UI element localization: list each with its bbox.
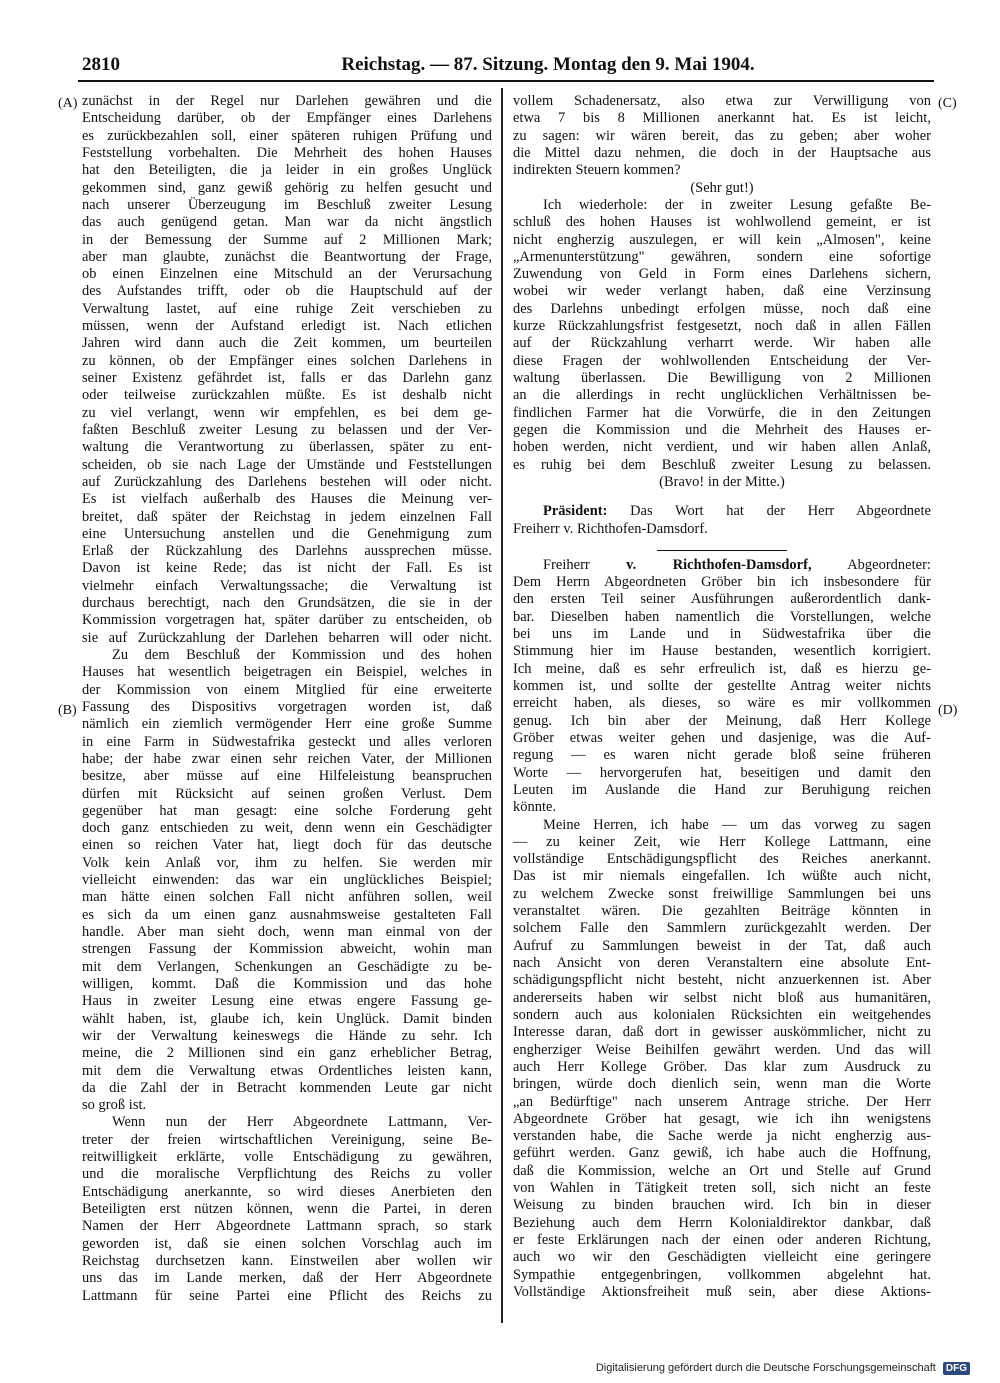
text-line: Abgeordnete Gröber hat gesagt, wie ich ihn wenigstens [513,1110,931,1127]
text-line: gekommen sind, ganz gewiß gehörig zu helfen gesucht und [82,179,492,196]
text-line: genug. Ich bin aber der Meinung, daß Herr Kollege [513,712,931,729]
text-line: sie auf Zurückzahlung der Darlehen beharren will oder nicht. [82,629,492,646]
text-line: Sympathie entgegenbringen, vollkommen abgelehnt hat. [513,1266,931,1283]
text-line: uns das im Lande merken, daß der Herr Abgeordnete [82,1270,492,1287]
text-line: — zu keiner Zeit, wie Herr Kollege Lattmann, eine [513,833,931,850]
text-line: vollständige Entschädigungspflicht des Reiches anerkannt. [513,851,931,868]
text-line: habe; der habe zwar einen sehr reichen Vater, der Millionen [82,750,492,767]
text-line: daß die Kommission, welche an Ort und Stelle auf Grund [513,1162,931,1179]
text-line: verstanden habe, die Sache werde ja nicht engherzig aus- [513,1128,931,1145]
text-line: Fassung des Dispositivs vorgetragen worden ist, daß [82,698,492,715]
margin-mark-b: (B) [58,703,77,718]
text-line: ob einen Einzelnen eine Mitschuld an der Verursachung [82,266,492,283]
text-line: Erlaß der Rückzahlung des Darlehns aussprechen müsse. [82,543,492,560]
speaker-line [513,557,931,574]
text-line: auch Herr Kollege Gröber. Das klar zum Ausdruck zu [513,1058,931,1075]
text-line: Zu dem Beschluß der Kommission und des hohen [112,647,492,663]
text-line: Worte — hervorgerufen hat, beseitigen und damit den [513,764,931,781]
text-line: des Aufstandes trifft, oder ob die Hauptschuld auf der [82,283,492,300]
text-line: mit dem die Verwaltung etwas Ordentliches leisten kann, [82,1062,492,1079]
text-line: des Darlehns unbedingt erfolgen müsse, noch daß eine [513,300,931,317]
page-header [78,50,934,82]
paragraph [513,817,931,1302]
text-line: nicht engherzig auszulegen, er will kein „Almosen", keine [513,231,931,248]
left-column [82,93,492,1318]
text-line: das auch genügend getan. Man war da nicht ängstlich [82,214,492,231]
text-line: breitet, daß später der Reichstag in jedem einzelnen Fall [82,508,492,525]
text-line: gegen die Kommission und die Mehrheit des Hauses er- [513,421,931,438]
paragraph [513,197,931,474]
text-line: Leuten im Auslande die Hand zur Beruhigung reichen [513,781,931,798]
text-line: es ruhig bei dem Beschluß zweiter Lesung zu belassen. [513,456,931,473]
text-line: bei uns im Lande und in Südwestafrika über die [513,626,931,643]
text-line: vielmehr einfach Verwaltungssache; die Verwaltung ist [82,577,492,594]
text-line: es sich da um einen ganz ausnahmsweise gestalteten Fall [82,906,492,923]
text-line: geworden ist, daß sie einen solchen Vorschlag auch im [82,1235,492,1252]
margin-mark-a: (A) [58,96,78,111]
text-line: geführt werden. Ganz gewiß, ich habe auch die Hoffnung, [513,1145,931,1162]
text-line: diese Fragen der wohlwollenden Entscheidung der Ver- [513,352,931,369]
text-line: bar. Dieselben haben namentlich die Vorstellungen, welche [513,608,931,625]
text-line: meine, die 2 Millionen sind ein ganz erheblicher Betrag, [82,1045,492,1062]
text-line: Weisung zu binden brauchen wird. Ich bin in dieser [513,1197,931,1214]
text-line: müssen, wenn der Aufstand erledigt ist. Nach etlichen [82,318,492,335]
text-line: es zurückbezahlen soll, einer späteren ruhigen Prüfung und [82,127,492,144]
text-line: zu sagen: wir wären bereit, das zu geben; aber woher [513,127,931,144]
text-line: engherziger Weise Beihilfen gewährt werden. Und das will [513,1041,931,1058]
text-line: Stimmung hier im Hause bestanden, wesentlich korrigiert. [513,643,931,660]
text-line: eine Untersuchung anstellen und die Genehmigung zum [82,525,492,542]
speaker-title: Freiherr [543,556,590,573]
text-line: schluß des hohen Hauses ist wohlwollend gemeint, er ist [513,214,931,231]
text-line: strengen Fassung der Kommission abweicht, wohin man [82,941,492,958]
text-line: Feststellung vorbehalten. Die Mehrheit des hohen Hauses [82,144,492,161]
text-line: zu viel verlangt, wenn wir empfehlen, es bei dem ge- [82,404,492,421]
text-line: Es ist vielfach außerhalb des Hauses die Meinung ver- [82,491,492,508]
text-line: auf Zurückzahlung des Darlehens bestehen will oder nicht. [82,473,492,490]
text-line: zunächst in der Regel nur Darlehen gewähren und die [82,93,492,109]
text-line: nach unserer Überzeugung im Beschluß zweiter Lesung [82,196,492,213]
text-line: man hätte einen solchen Fall nicht anführen sollen, weil [82,889,492,906]
text-line: hat den Beteiligten, die ja leider in ein großes Unglück [82,162,492,179]
text-line: waltung die Verantwortung zu überlassen, später zu ent- [82,439,492,456]
text-line: treter der freien wirtschaftlichen Vereinigung, seine Be- [82,1131,492,1148]
text-line: findlichen Farmer hat die Vorwürfe, die in den Zeitungen [513,404,931,421]
text-line: Zuwendung von Geld in Form eines Darlehens sichern, [513,266,931,283]
column-divider [501,88,503,1323]
text-line: mit dem Verlangen, Schenkungen an Geschädigte zu be- [82,958,492,975]
speaker-name: v. Richthofen-Damsdorf, [626,556,812,573]
text-line: vollem Schadenersatz, also etwa zur Verwilligung von [513,93,931,109]
text-line: seiner Existenz gefährdet ist, falls er das Darlehn ganz [82,370,492,386]
text-line: er feste Erklärungen nach der einen oder anderen Richtung, [513,1232,931,1248]
text-line: Ich meine, daß es sehr erfreulich ist, daß es hierzu ge- [513,660,931,677]
text-line: Namen der Herr Abgeordnete Lattmann sprach, so stark [82,1218,492,1235]
text-line: dürfen mit Rücksicht auf seinen großen Verlust. Dem [82,785,492,802]
footer-text: Digitalisierung gefördert durch die Deutsche Forschungsgemeinschaft [595,1362,936,1374]
text-line: „Armenunterstützung" gewähren, sondern eine sofortige [513,248,931,265]
text-line: waltung überlassen. Die Bewilligung von 2 Millionen [513,370,931,386]
applause-note: (Sehr gut!) [690,179,754,196]
text-line: Das ist mir niemals eingefallen. Ich wüßte auch nicht, [513,868,931,885]
text-line: kurze Rückzahlungsfrist festgesetzt, noch daß in allen Fällen [513,318,931,335]
text-line: doch ganz entschieden zu weit, denn wenn ein Geschädigter [82,820,492,837]
text-line: oder teilweise zurückzahlen müßte. Es ist deshalb nicht [82,387,492,404]
text-line: veranstaltet wären. Die gezahlten Beiträge könnten in [513,903,931,920]
text-line: bringen, würde doch dienlich sein, wenn man die Worte [513,1076,931,1093]
text-line: Lattmann für seine Partei eine Pflicht des Reichs zu [82,1287,492,1304]
text-line: sondern auch aus kolonialen Rücksichten ein weitgehendes [513,1006,931,1023]
text-line: nämlich ein ziemlich vermögender Herr eine große Summe [82,716,492,733]
text-line: zu können, ob der Empfänger eines solchen Darlehens in [82,352,492,369]
text-line: erreicht haben, als dieses, so wäre es mir vollkommen [513,695,931,712]
text-line: kommen ist, und sollte der gestellte Antrag weiter nichts [513,678,931,694]
text-line: indirekten Steuern kommen? [513,162,681,179]
text-line: scheiden, ob sie nach Lage der Umstände und Feststellungen [82,456,492,473]
text-line: wir der Verwaltung keineswegs die Hände zu sehr. Ich [82,1027,492,1044]
text-line: gegenüber hat man gesagt: eine solche Forderung geht [82,802,492,819]
dfg-logo: DFG [943,1362,970,1375]
text-line: Meine Herren, ich habe — um das vorweg zu sagen [543,816,931,833]
applause-note: (Bravo! in der Mitte.) [659,473,785,490]
text-line: wählt haben, ist, glaube ich, kein Unglück. Damit binden [82,1010,492,1027]
text-line: Dem Herrn Abgeordneten Gröber bin ich insbesondere für [513,574,931,591]
text-line: etwa 7 bis 8 Millionen anerkannt hat. Es ist leicht, [513,110,931,127]
text-line: auch wo wir den Geschädigten vielleicht eine geringere [513,1249,931,1266]
margin-mark-d: (D) [938,703,958,718]
text-line: Verwaltung lastet, auf eine ruhige Zeit verschieben zu [82,300,492,317]
text-line: von Wahlen in Tätigkeit treten soll, sich nicht an feste [513,1180,931,1197]
text-line: auf der Rückzahlung verharrt werde. Wir haben alle [513,335,931,352]
text-line: Entscheidung darüber, ob der Empfänger eines Darlehens [82,110,492,127]
text-line: Hauses hat wesentlich beigetragen ein Beispiel, welches in [82,664,492,681]
text-line: Kommission vorgetragen hat, später darüber zu entscheiden, ob [82,612,492,629]
text-line: faßten Beschluß zweiter Lesung zu belassen und der Ver- [82,421,492,438]
text-line: Gröber etwas weiter gehen und dasjenige, was die Auf- [513,729,931,746]
text-line: Wenn nun der Herr Abgeordnete Lattmann, Ver- [112,1114,492,1131]
text-line: Haus in zweiter Lesung eine etwas engere Fassung ge- [82,993,492,1010]
section-rule [657,550,787,551]
text-line: und die moralische Verpflichtung des Reichs zu voller [82,1166,492,1183]
speaker-role: Abgeordneter: [847,556,931,573]
text-line: Jahren wird dann auch die Zeit kommen, um beurteilen [82,335,492,352]
text-line: Beziehung auch dem Herrn Kolonialdirektor dankbar, daß [513,1214,931,1231]
president-label: Präsident: [543,503,608,520]
text-line: Davon ist keine Rede; das ist nicht der Fall. Es ist [82,560,492,577]
text-line: andererseits haben wir selbst nicht bloß aus humanitären, [513,989,931,1006]
text-line: Entschädigung anerkannte, so wird dieses Anerbieten den [82,1183,492,1200]
text-line: reitwilligkeit erklärte, volle Entschädigung zu gewähren, [82,1149,492,1166]
right-column [513,93,931,1318]
text-line: solchem Falle den Sammlern zurückgezahlt werden. Der [513,920,931,937]
text-line: könnte. [513,799,557,816]
text-line: Vollständige Aktionsfreiheit muß sein, aber diese Aktions- [513,1283,931,1300]
paragraph [513,574,931,816]
text-line: Beteiligten erst nützen können, wenn die Partei, in deren [82,1201,492,1217]
text-line: hoben werden, nicht verdient, und wir haben allen Anlaß, [513,439,931,456]
text-line: besitze, aber müsse auf eine Hilfeleistung beanspruchen [82,768,492,785]
text-line: der Kommission von einem Mitglied für eine erweiterte [82,681,492,698]
text-line: durchaus berechtigt, nach den Grundsätzen, die sie in der [82,595,492,612]
text-line: zu welchem Zwecke sonst freiwillige Sammlungen bei uns [513,885,931,902]
page-number: 2810 [82,54,120,75]
text-line: Interesse daran, daß dort in gewisser auskömmlicher, nicht zu [513,1024,931,1041]
text-line: Volk kein Anlaß vor, ihm zu helfen. Sie werden mir [82,854,492,871]
text-line: Aufruf zu Sammlungen beweist in der Tat, daß auch [513,937,931,954]
paragraph [513,93,931,180]
president-line [513,503,931,520]
text-line: den ersten Teil seiner Ausführungen außerordentlich dank- [513,591,931,608]
text-line: wobei wir weder verlangt haben, daß eine Verzinsung [513,283,931,300]
footer-credit [596,1362,970,1375]
text-line: nach Ansicht von deren Veranstaltern eine absolute Ent- [513,955,931,971]
text-line: in eine Farm in Südwestafrika gesteckt und alles verloren [82,733,492,750]
text-line: handle. Aber man sieht doch, wenn man einmal von der [82,924,492,940]
text-line: in der Bemessung der Summe auf 2 Millionen Mark; [82,231,492,248]
text-line: regung — es waren nicht gerade bloß seine früheren [513,747,931,764]
text-line: willigen, kommt. Daß die Kommission und das hohe [82,975,492,992]
text-line: aber man glaubte, zunächst die Beantwortung der Frage, [82,248,492,265]
text-line: „an Bedürftige" nach unserem Antrage striche. Der Herr [513,1093,931,1110]
text-line: vielleicht einwenden: das war ein unglückliches Beispiel; [82,872,492,889]
running-title: Reichstag. — 87. Sitzung. Montag den 9. Mai 1904. [341,54,755,75]
text-line: schädigungspflicht nicht besteht, nicht anzuerkennen ist. Aber [513,972,931,989]
margin-mark-c: (C) [938,96,957,111]
text-line: Reichstag durchsetzen kann. Einstweilen aber wollen wir [82,1252,492,1269]
text-line: so groß ist. [82,1097,147,1114]
president-text: Das Wort hat der Herr Abgeordnete [630,503,931,520]
text-line: da die Zahl der in Betracht kommenden Leute gar nicht [82,1079,492,1096]
text-line: an die allerdings in recht unglücklichen Verhältnissen be- [513,387,931,404]
president-line-2: Freiherr v. Richthofen-Damsdorf. [513,520,708,537]
text-line: die Mittel dazu nehmen, die doch in der Hauptsache aus [513,144,931,161]
text-line: einen so reichen Vater hat, liegt doch für das deutsche [82,837,492,854]
text-line: Ich wiederhole: der in zweiter Lesung gefaßte Be- [543,196,931,213]
